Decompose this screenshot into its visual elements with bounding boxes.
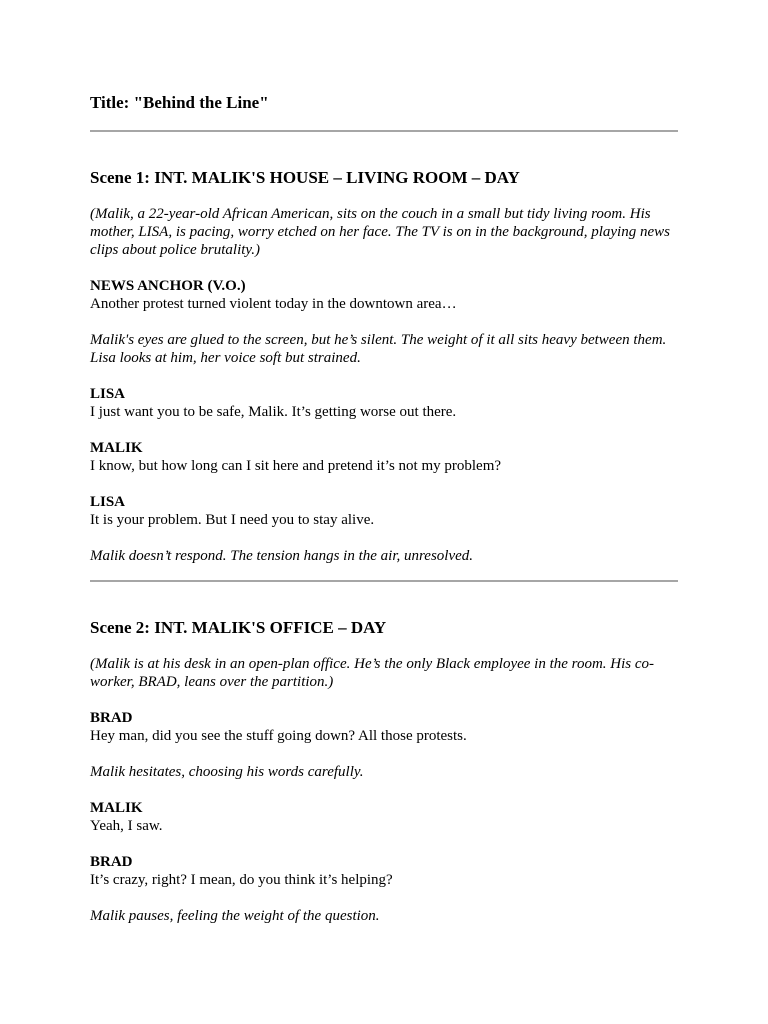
dialogue-line: I know, but how long can I sit here and pretend it’s not my problem? (90, 458, 502, 474)
dialogue-line: Yeah, I saw. (90, 818, 163, 834)
scene-heading: Scene 1: INT. MALIK'S HOUSE – LIVING ROOM – DAY (90, 168, 520, 187)
character-name: MALIK (90, 800, 143, 816)
divider (90, 580, 678, 582)
character-name: MALIK (90, 440, 143, 456)
scene-2 (90, 617, 678, 943)
dialogue-line: It is your problem. But I need you to stay alive. (90, 512, 375, 528)
dialogue-block (90, 799, 678, 835)
dialogue-block (90, 385, 678, 421)
dialogue-block (90, 493, 678, 529)
character-name: NEWS ANCHOR (V.O.) (90, 278, 246, 294)
dialogue-line: Another protest turned violent today in the downtown area… (90, 296, 457, 312)
dialogue-block (90, 277, 678, 313)
document-title: Title: "Behind the Line" (90, 93, 269, 112)
scene-heading: Scene 2: INT. MALIK'S OFFICE – DAY (90, 618, 387, 637)
stage-direction: (Malik is at his desk in an open-plan office. He’s the only Black employee in the room. His co-worker, BRAD, leans over the partition.) (90, 656, 655, 690)
dialogue-block (90, 853, 678, 889)
character-name: LISA (90, 386, 126, 402)
stage-direction: Malik hesitates, choosing his words carefully. (90, 764, 364, 780)
dialogue-line: It’s crazy, right? I mean, do you think it’s helping? (90, 872, 393, 888)
stage-direction: (Malik, a 22-year-old African American, sits on the couch in a small but tidy living room. His mother, LISA, is pacing, worry etched on her face. The TV is on in the background, playing news clips about police brutality.) (90, 206, 670, 258)
stage-direction: Malik's eyes are glued to the screen, but he’s silent. The weight of it all sits heavy between them. Lisa looks at him, her voice soft but strained. (90, 332, 667, 366)
divider (90, 130, 678, 132)
dialogue-line: Hey man, did you see the stuff going down? All those protests. (90, 728, 467, 744)
dialogue-block (90, 439, 678, 475)
stage-direction: Malik doesn’t respond. The tension hangs in the air, unresolved. (90, 548, 474, 564)
dialogue-line: I just want you to be safe, Malik. It’s getting worse out there. (90, 404, 457, 420)
stage-direction: Malik pauses, feeling the weight of the question. (90, 908, 380, 924)
character-name: BRAD (90, 854, 133, 870)
scene-1 (90, 167, 678, 583)
dialogue-block (90, 709, 678, 745)
character-name: BRAD (90, 710, 133, 726)
character-name: LISA (90, 494, 126, 510)
